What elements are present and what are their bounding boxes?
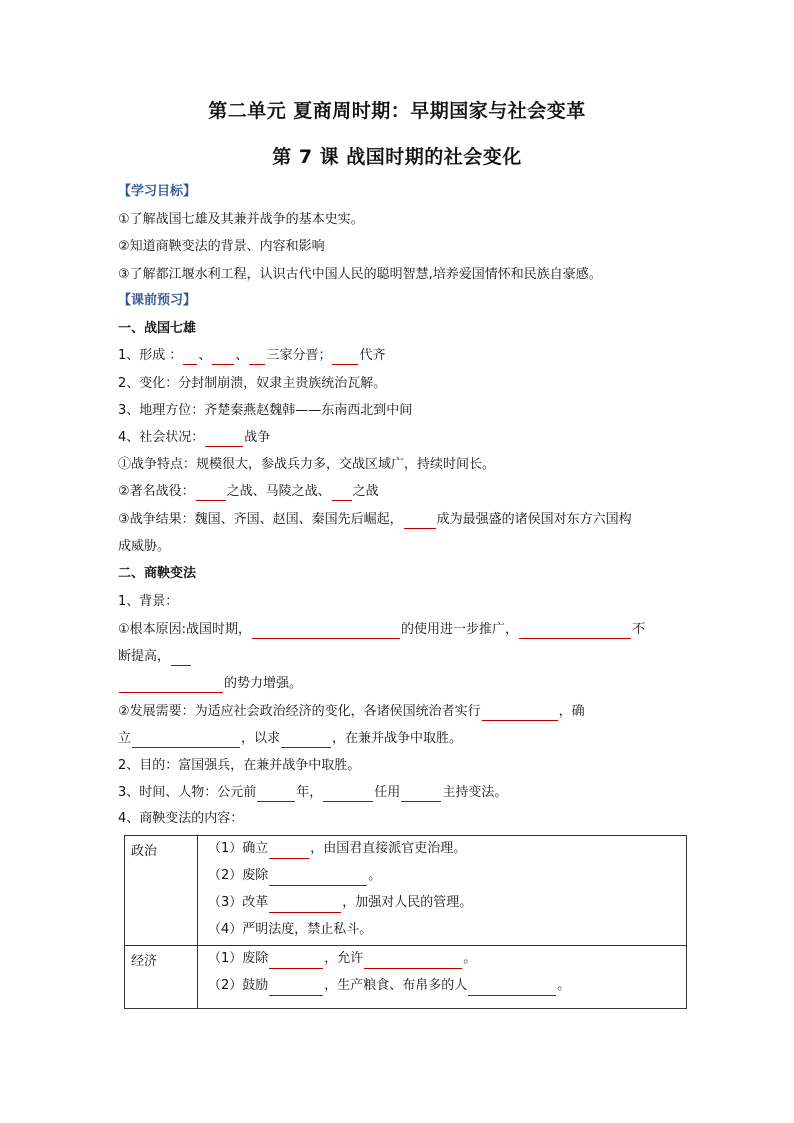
goal-item: ②知道商鞅变法的背景、内容和影响 [118,239,325,254]
politics-item [198,893,686,920]
formation-text: 代齐 [359,348,386,363]
root-cause-line-3 [118,675,302,693]
need-text: ②发展需要：为适应社会政治经济的变化，各诸侯国统治者实行 [118,704,481,719]
economy-cell [198,946,687,1009]
item-text: 。 [368,868,382,883]
battles-text: 之战、马陵之战、 [226,484,331,499]
need-line [118,703,585,721]
need-text: ，确 [558,704,585,719]
fill-blank[interactable] [257,787,295,802]
table-row-economy [125,946,687,1009]
fill-blank[interactable] [323,787,373,802]
need-text: ，在兼并战争中取胜。 [332,731,463,746]
root-text: 断提高， [118,649,171,664]
society-label: 4、社会状况： [118,430,205,445]
need-line-2 [118,730,462,748]
root-text: 的使用进一步推广， [401,622,519,637]
formation-label: 1、形成 ： [118,348,183,363]
politics-label: 政治 [125,836,198,946]
economy-item [198,946,686,976]
unit-title: 第二单元 夏商周时期：早期国家与社会变革 [208,100,586,122]
goal-item: ③了解都江堰水利工程，认识古代中国人民的聪明智慧,培养爱国情怀和民族自豪感。 [118,267,602,282]
item-text: ，加强对人民的管理。 [342,895,473,910]
society-text: 战争 [244,430,271,445]
item-text: ，生产粮食、布帛多的人 [324,978,468,993]
separator: 、 [198,348,212,363]
fill-blank[interactable] [249,350,265,365]
content-title: 4、商鞅变法的内容： [118,811,244,826]
fill-blank[interactable] [482,706,558,721]
separator: 、 [235,348,249,363]
time-text: 年， [296,785,323,800]
fill-blank[interactable] [269,844,309,859]
root-text: ①根本原因:战国时期， [118,622,252,637]
politics-item [198,836,686,866]
item-text: （1）确立 [208,841,269,856]
lesson-title: 第 7 课 战国时期的社会变化 [272,146,522,168]
geo-line: 3、地理方位：齐楚秦燕赵魏韩——东南西北到中间 [118,403,413,418]
formation-line [118,347,385,365]
goals-header: 【学习目标】 [118,184,197,199]
fill-blank[interactable] [332,350,358,365]
society-line [118,429,270,447]
time-text: 主持变法。 [442,785,508,800]
reform-content-table [124,835,687,1009]
fill-blank[interactable] [332,486,352,501]
fill-blank[interactable] [269,954,323,969]
fill-blank[interactable] [401,787,441,802]
politics-item: （4）严明法度，禁止私斗。 [208,922,373,937]
fill-blank[interactable] [364,954,462,969]
politics-cell [198,836,687,946]
fill-blank[interactable] [212,350,234,365]
time-text: 3、时间、人物：公元前 [118,785,257,800]
battles-label: ②著名战役： [118,484,195,499]
change-line: 2、变化：分封制崩溃，奴隶主贵族统治瓦解。 [118,376,387,391]
root-text: 不 [632,622,646,637]
fill-blank[interactable] [205,432,243,447]
result-text: ③战争结果：魏国、齐国、赵国、秦国先后崛起， [118,512,403,527]
economy-label: 经济 [125,946,198,1009]
item-text: （1）废除 [208,951,269,966]
result-line [118,511,632,529]
item-text: （2）废除 [208,868,269,883]
fill-blank[interactable] [119,678,223,693]
background-label: 1、背景： [118,594,179,609]
politics-item [198,866,686,893]
result-text: 成为最强盛的诸侯国对东方六国构 [436,512,632,527]
time-text: 任用 [374,785,401,800]
root-cause-line-2 [118,648,192,666]
section-heading-seven-states: 一、战国七雄 [118,321,197,336]
goal-item: ①了解战国七雄及其兼并战争的基本史实。 [118,212,364,227]
item-text: （2）鼓励 [208,978,269,993]
item-text: 。 [557,978,571,993]
preview-header: 【课前预习】 [118,293,197,308]
need-text: 立 [118,731,132,746]
item-text: 。 [463,951,477,966]
fill-blank[interactable] [183,350,197,365]
fill-blank[interactable] [171,651,191,666]
result-line-cont: 成威胁。 [118,539,171,554]
fill-blank[interactable] [132,733,240,748]
root-text: 的势力增强。 [224,676,303,691]
formation-text: 三家分晋； [266,348,332,363]
fill-blank[interactable] [468,981,556,996]
table-row-politics [125,836,687,946]
fill-blank[interactable] [269,981,323,996]
fill-blank[interactable] [281,733,331,748]
item-text: ，允许 [324,951,364,966]
time-line [118,784,507,802]
fill-blank[interactable] [269,898,341,913]
section-heading-shangyang: 二、商鞅变法 [118,566,197,581]
battles-line [118,483,379,501]
war-features-line: ①战争特点：规模很大，参战兵力多，交战区域广，持续时间长。 [118,457,496,472]
battles-text: 之战 [352,484,379,499]
fill-blank[interactable] [519,624,631,639]
fill-blank[interactable] [269,871,367,886]
need-text: ，以求 [241,731,281,746]
purpose-line: 2、目的：富国强兵，在兼并战争中取胜。 [118,758,361,773]
economy-item [198,976,686,1008]
fill-blank[interactable] [196,486,226,501]
root-cause-line [118,621,645,639]
fill-blank[interactable] [404,514,436,529]
item-text: （3）改革 [208,895,269,910]
item-text: ，由国君直接派官吏治理。 [310,841,467,856]
fill-blank[interactable] [252,624,400,639]
